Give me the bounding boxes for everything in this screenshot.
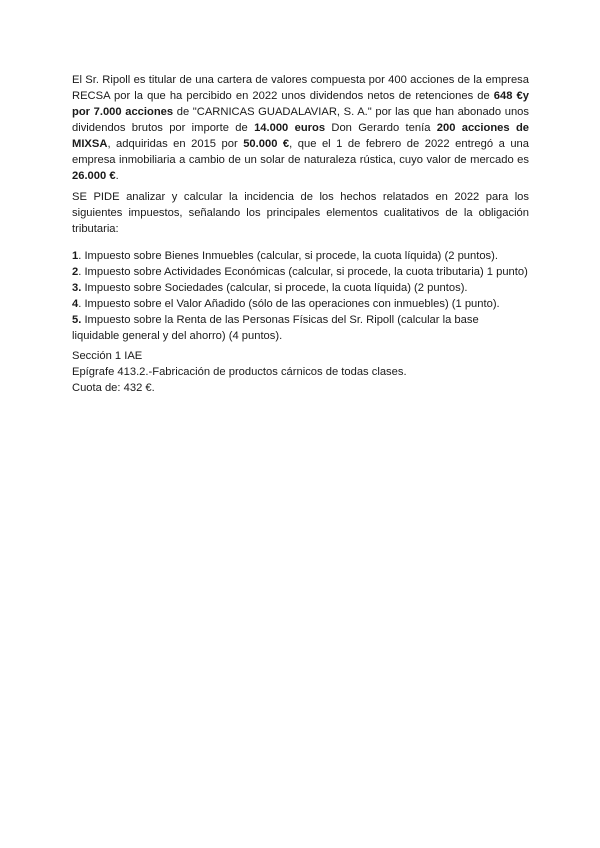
intro-bold-4: 50.000 €	[243, 138, 290, 150]
intro-paragraph	[72, 72, 529, 184]
intro-text-4: , adquiridas en 2015 por	[107, 138, 244, 150]
intro-bold-1: 648 €y por 7.000 acciones	[72, 90, 529, 118]
item-number: 4	[72, 298, 79, 310]
item-number: 3.	[72, 282, 82, 294]
list-item	[72, 296, 529, 312]
item-number: 5.	[72, 314, 82, 326]
iae-section	[72, 348, 529, 396]
intro-text-2: de "CARNICAS GUADALAVIAR, S. A." por las que han abonado unos dividendos brutos por importe de	[72, 106, 529, 134]
item-text: . Impuesto sobre el Valor Añadido (sólo de las operaciones con inmuebles) (1 punto).	[78, 298, 500, 310]
question-list	[72, 248, 529, 344]
item-number: 1	[72, 250, 79, 262]
list-item	[72, 280, 529, 296]
intro-bold-2: 14.000 euros	[254, 122, 326, 134]
task-paragraph: SE PIDE analizar y calcular la incidencia de los hechos relatados en 2022 para los siguientes impuestos, señalando los principales elementos cualitativos de la obligación tributaria:	[72, 191, 529, 235]
intro-text-1: El Sr. Ripoll es titular de una cartera de valores compuesta por 400 acciones de la empresa RECSA por la que ha percibido en 2022 unos dividendos netos de retenciones de	[72, 74, 529, 102]
list-item	[72, 264, 529, 280]
intro-text-3: Don Gerardo tenía	[325, 122, 437, 134]
intro-text-6: .	[115, 170, 119, 182]
iae-section-title: Sección 1 IAE	[72, 350, 143, 362]
intro-bold-3: 200 acciones de MIXSA	[72, 122, 529, 150]
intro-text-5: , que el 1 de febrero de 2022 entregó a una empresa inmobiliaria a cambio de un solar de naturaleza rústica, cuyo valor de mercado es	[72, 138, 529, 166]
item-number: 2	[72, 266, 79, 278]
iae-quota: Cuota de: 432 €.	[72, 382, 155, 394]
item-text: Impuesto sobre Sociedades (calcular, si procede, la cuota líquida) (2 puntos).	[81, 282, 468, 294]
list-item	[72, 312, 529, 344]
list-item	[72, 248, 529, 264]
item-text: Impuesto sobre la Renta de las Personas Físicas del Sr. Ripoll (calcular la base liquidable general y del ahorro) (4 puntos).	[72, 314, 479, 342]
intro-bold-5: 26.000 €	[72, 170, 116, 182]
item-text: . Impuesto sobre Actividades Económicas (calcular, si procede, la cuota tributaria) 1 punto)	[78, 266, 528, 278]
item-text: . Impuesto sobre Bienes Inmuebles (calcular, si procede, la cuota líquida) (2 puntos).	[78, 250, 498, 262]
iae-epigraph: Epígrafe 413.2.-Fabricación de productos cárnicos de todas clases.	[72, 366, 407, 378]
